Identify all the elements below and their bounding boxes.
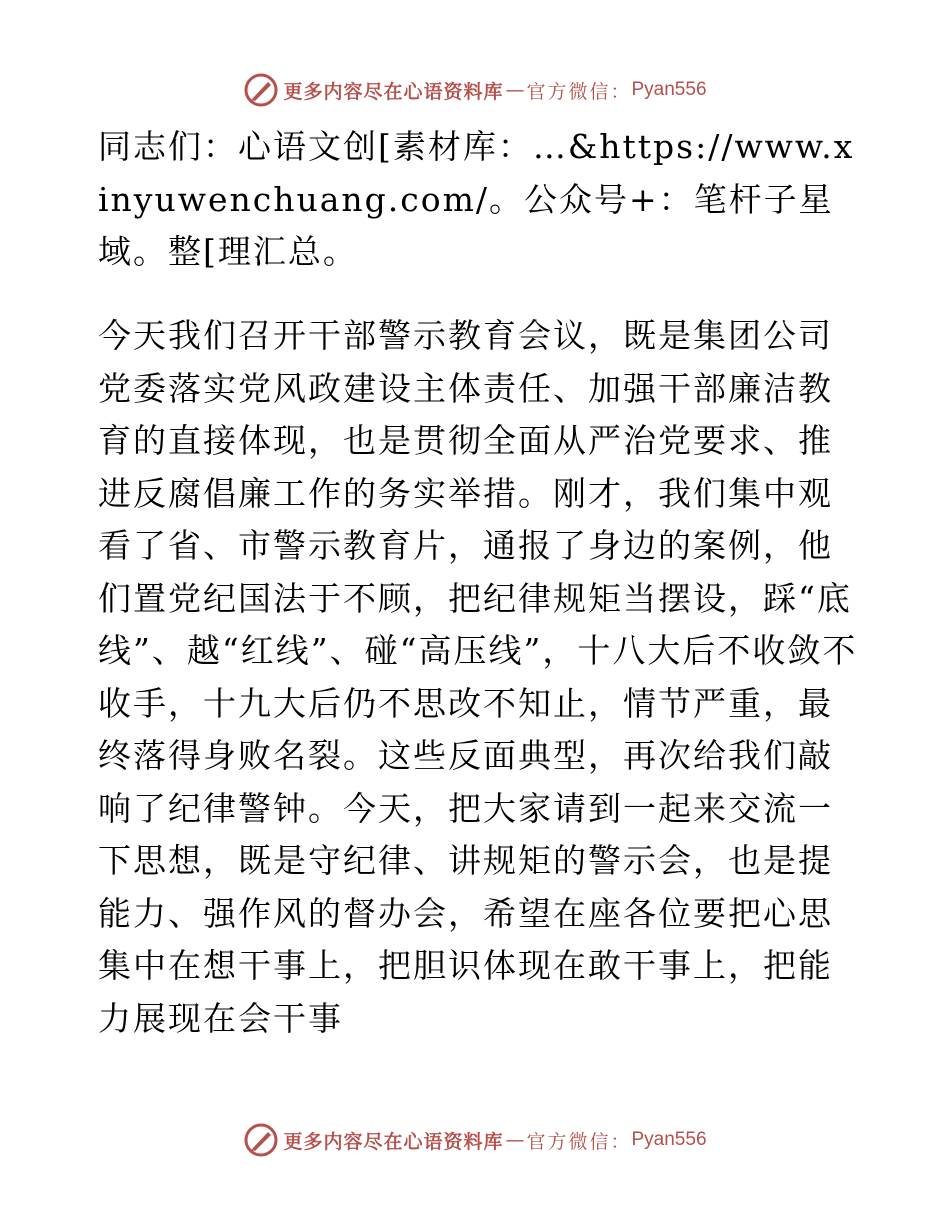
footer-banner [0,1120,950,1160]
footer-wechat-id: Pyan556 [631,1129,707,1150]
pen-logo-icon [243,1122,279,1158]
header-title: 更多内容尽在心语资料库 [283,80,504,103]
footer-wechat-label: 官方微信： [526,1130,632,1153]
header-separator: — [505,79,525,101]
header-banner [0,70,950,110]
header-wechat-label: 官方微信： [526,80,632,103]
paragraph-intro: 同志们：心语文创[素材库：…&https://www.xinyuwenchuang.com/。公众号+：笔杆子星域。整[理汇总。 [98,127,855,271]
header-wechat-id: Pyan556 [631,79,707,100]
document-body-intro [98,121,858,279]
paragraph-main: 今天我们召开干部警示教育会议，既是集团公司党委落实党风政建设主体责任、加强干部廉洁教育的直接体现，也是贯彻全面从严治党要求、推进反腐倡廉工作的务实举措。刚才，我们集中观看了省、市警示教育片，通报了身边的案例，他们置党纪国法于不顾，把纪律规矩当摆设，踩“底线”、越“红线”、碰“高压线”，十八大后不收敛不收手，十九大后仍不思改不知止，情节严重，最终落得身败名裂。这些反面典型，再次给我们敲响了纪律警钟。今天，把大家请到一起来交流一下思想，既是守纪律、讲规矩的警示会，也是提能力、强作风的督办会，希望在座各位要把心思集中在想干事上，把胆识体现在敢干事上，把能力展现在会干事 [98,316,858,1038]
footer-separator: — [505,1129,525,1151]
document-body-main [98,310,858,1045]
footer-title: 更多内容尽在心语资料库 [283,1130,504,1153]
pen-logo-icon [243,72,279,108]
